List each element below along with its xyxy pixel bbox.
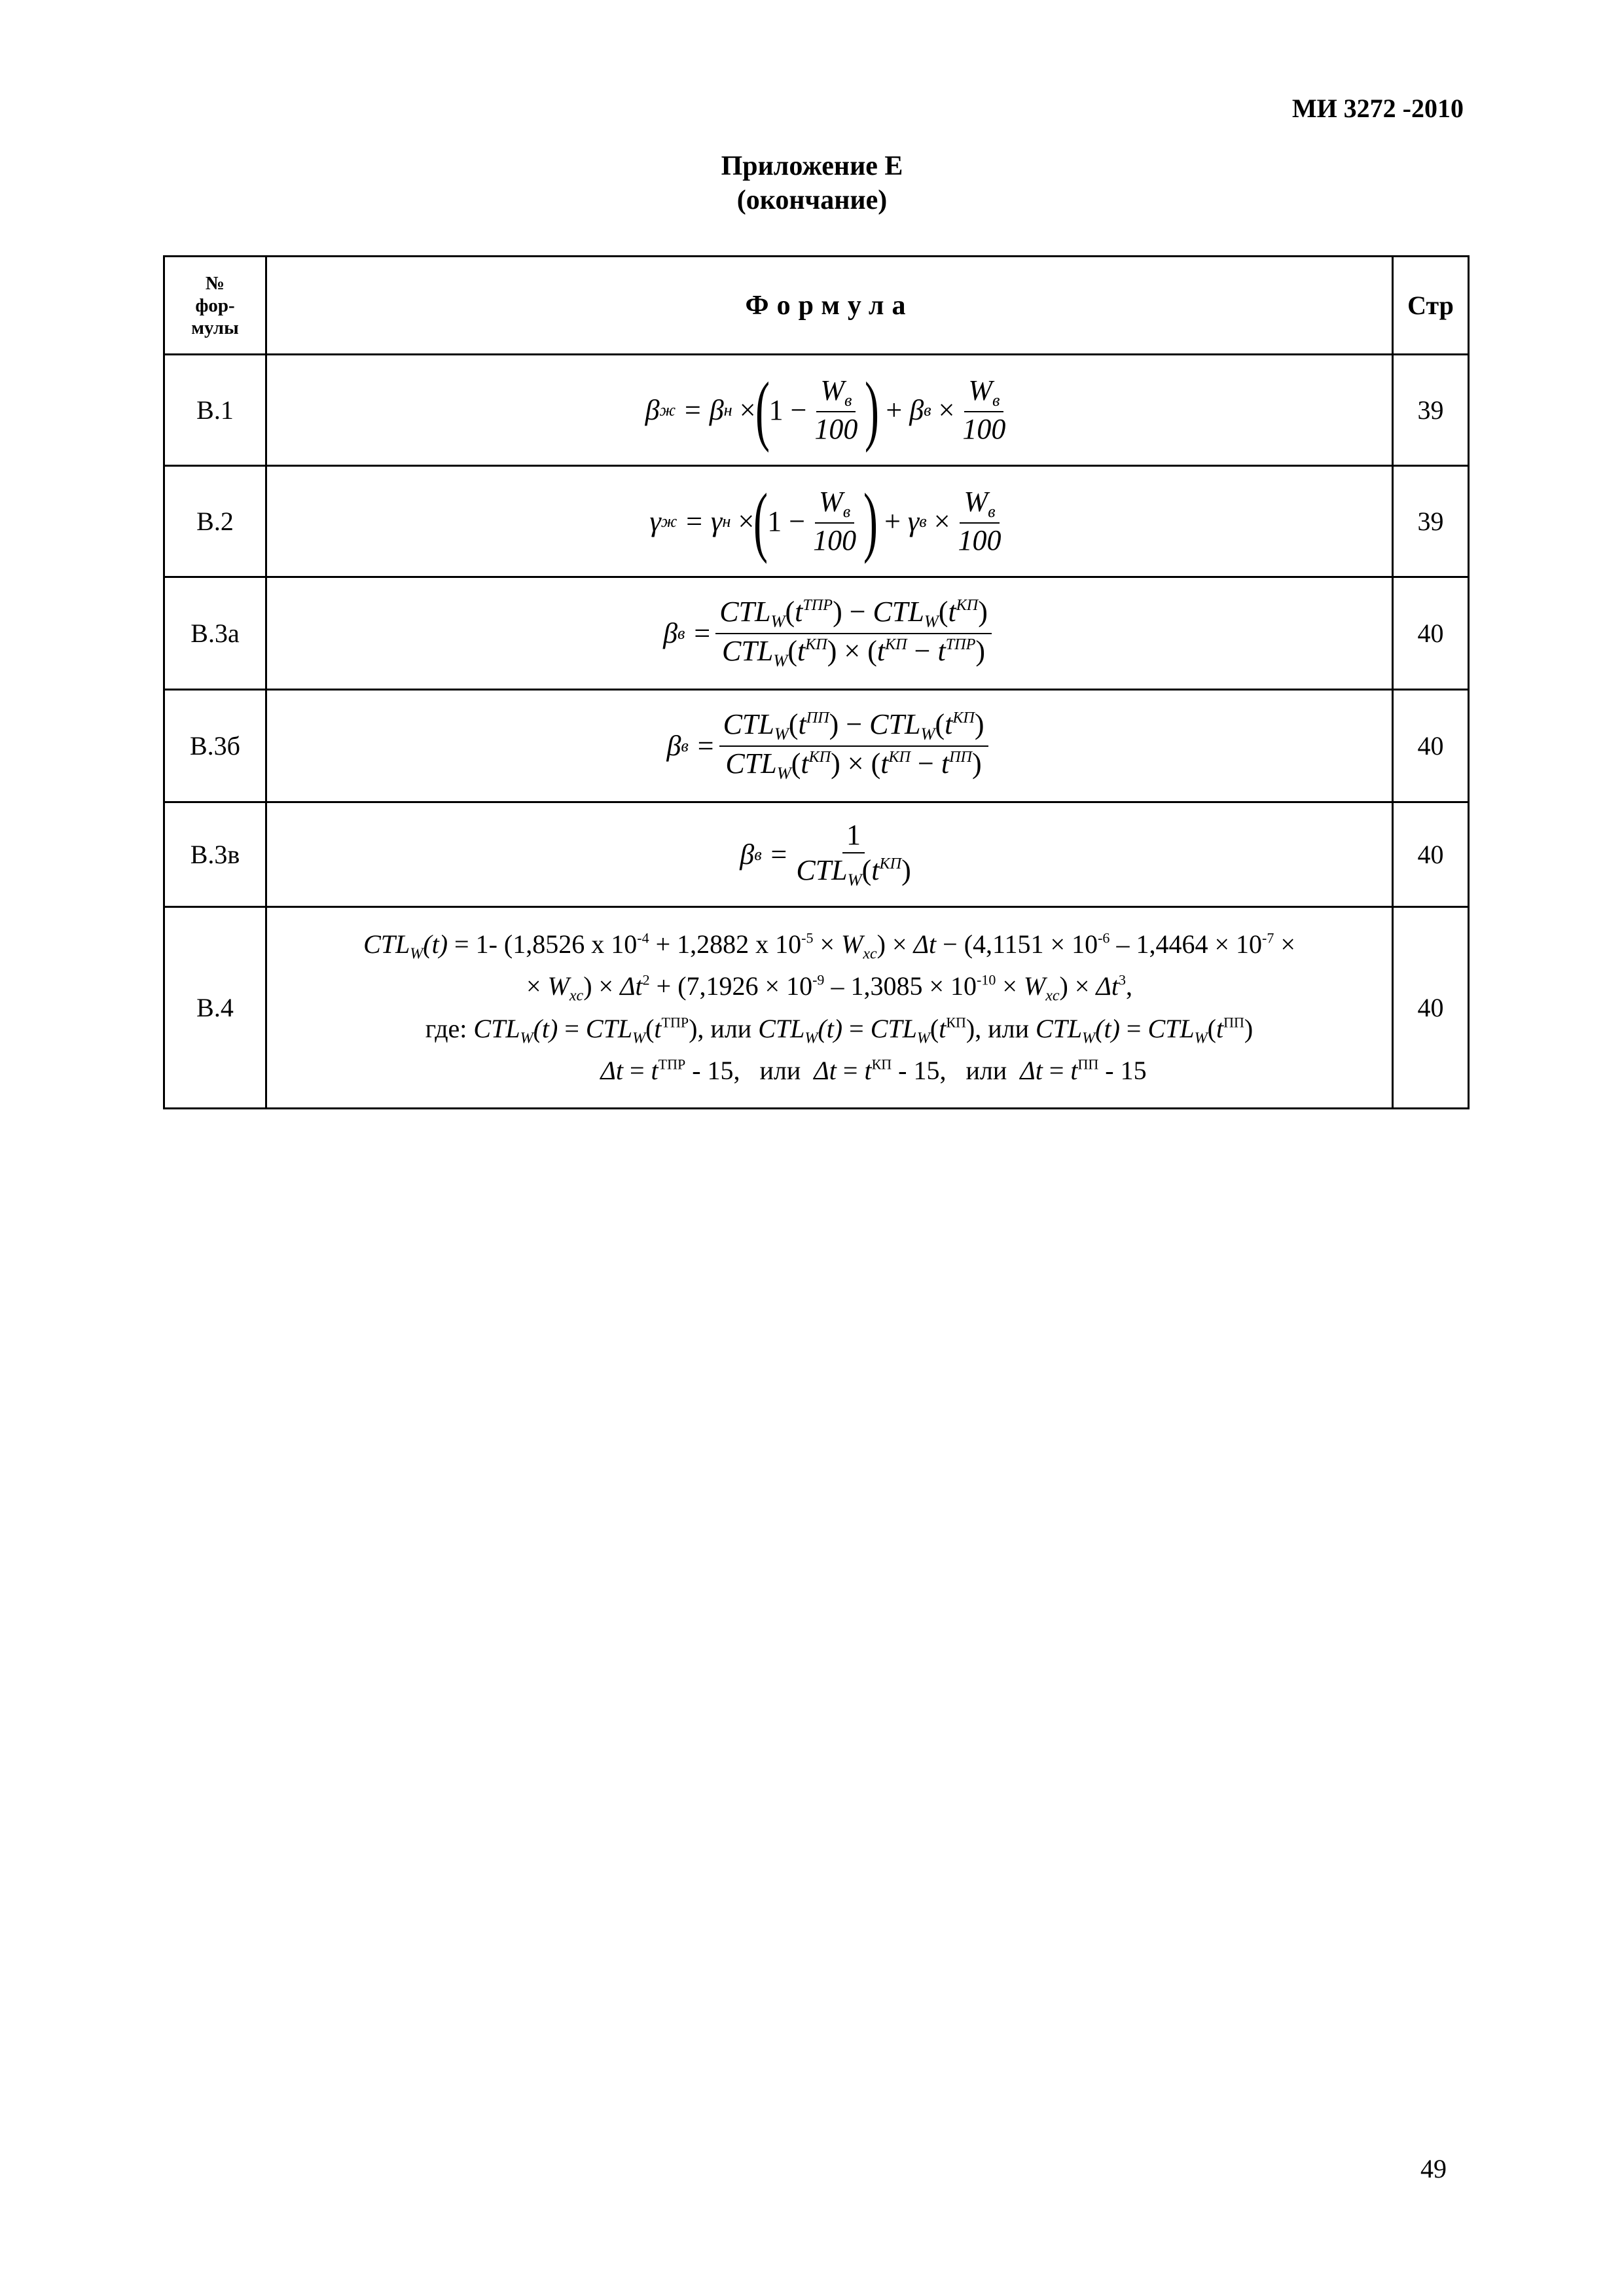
formula-number: В.1 [164,355,266,466]
page-ref: 40 [1393,577,1469,690]
formula-cell [266,690,1393,802]
header-formula-number: № фор- мулы [164,257,266,355]
appendix-subtitle: (окончание) [736,185,888,215]
formula-b2: γ ж = γ н × ( 1 − $\frac{W_в}{100}$ ) + γ в × $\frac{W_в}{100}$ [649,477,1001,565]
page-ref: 39 [1393,466,1469,577]
table-row [164,355,1469,466]
header-formula: Формула [266,257,1393,355]
table-row [164,577,1469,690]
formula-b4-line-2: × $W_{xc}) \times \Delta t^2 + (7,1926 \times 10^{-9} - 1,3085 \times 10^{-10} \times W_{xc}) \times \Delta t^3$, [526,971,1133,1005]
formula-cell [266,577,1393,690]
formula-b4-line-3: где: $CTL_W(t) = CTL_W(t^{ТПР})$, или $CTL_W(t) = CTL_W(t^{КП})$, или $CTL_W(t) = CTL_W(t^{ПП})$ [425,1013,1254,1047]
formula-b4-line-1: $CTL_W(t) = 1-$ (1,8526 x $10^{-4} + 1,2882$ x $10^{-5} \times W_{xc}) \times \Delta t - (4,1151 \times 10^{-6} - 1,4464 \times 10^{-7}$ × [363,929,1295,963]
formula-number: В.4 [164,907,266,1109]
formula-number: В.3б [164,690,266,802]
page-number: 49 [1420,2154,1447,2183]
formula-number: В.2 [164,466,266,577]
formula-b4-line-4: $\Delta t = t^{ТПР} - 15$, или $\Delta t = t^{КП} - 15$, или $\Delta t = t^{ПП} - 15$ [600,1056,1147,1086]
table-row [164,690,1469,802]
page-ref: 40 [1393,690,1469,802]
formula-cell [266,466,1393,577]
header-page: Стр [1393,257,1469,355]
table-row [164,466,1469,577]
page-ref: 39 [1393,355,1469,466]
formula-table [163,255,1470,1109]
table-row [164,802,1469,907]
formula-number: В.3а [164,577,266,690]
document-code: МИ 3272 -2010 [1291,94,1464,123]
formula-cell [266,355,1393,466]
table-row [164,907,1469,1109]
appendix-title: Приложение Е [721,151,903,181]
formula-number: В.3в [164,802,266,907]
formula-cell [266,907,1393,1109]
formula-b3v: β в = $\frac{1}{CTL_W(t^{КП})}$ [740,818,911,890]
formula-b1: β ж = β н × ( 1 − $\frac{W_в}{100}$ ) + β в × $\frac{W_в}{100}$ [645,366,1006,454]
formula-b3b: β в = $\frac{CTL_W(t^{ПП}) - CTL_W(t^{КП})}{CTL_W(t^{КП}) \times (t^{КП} - t^{ПП})}$ [666,709,992,783]
page-ref: 40 [1393,907,1469,1109]
formula-cell [266,802,1393,907]
table-header-row [164,257,1469,355]
formula-b3a: β в = $\frac{CTL_W(t^{ТПР}) - CTL_W(t^{КП})}{CTL_W(t^{КП}) \times (t^{КП} - t^{ТПР})}$ [663,596,996,670]
page-ref: 40 [1393,802,1469,907]
